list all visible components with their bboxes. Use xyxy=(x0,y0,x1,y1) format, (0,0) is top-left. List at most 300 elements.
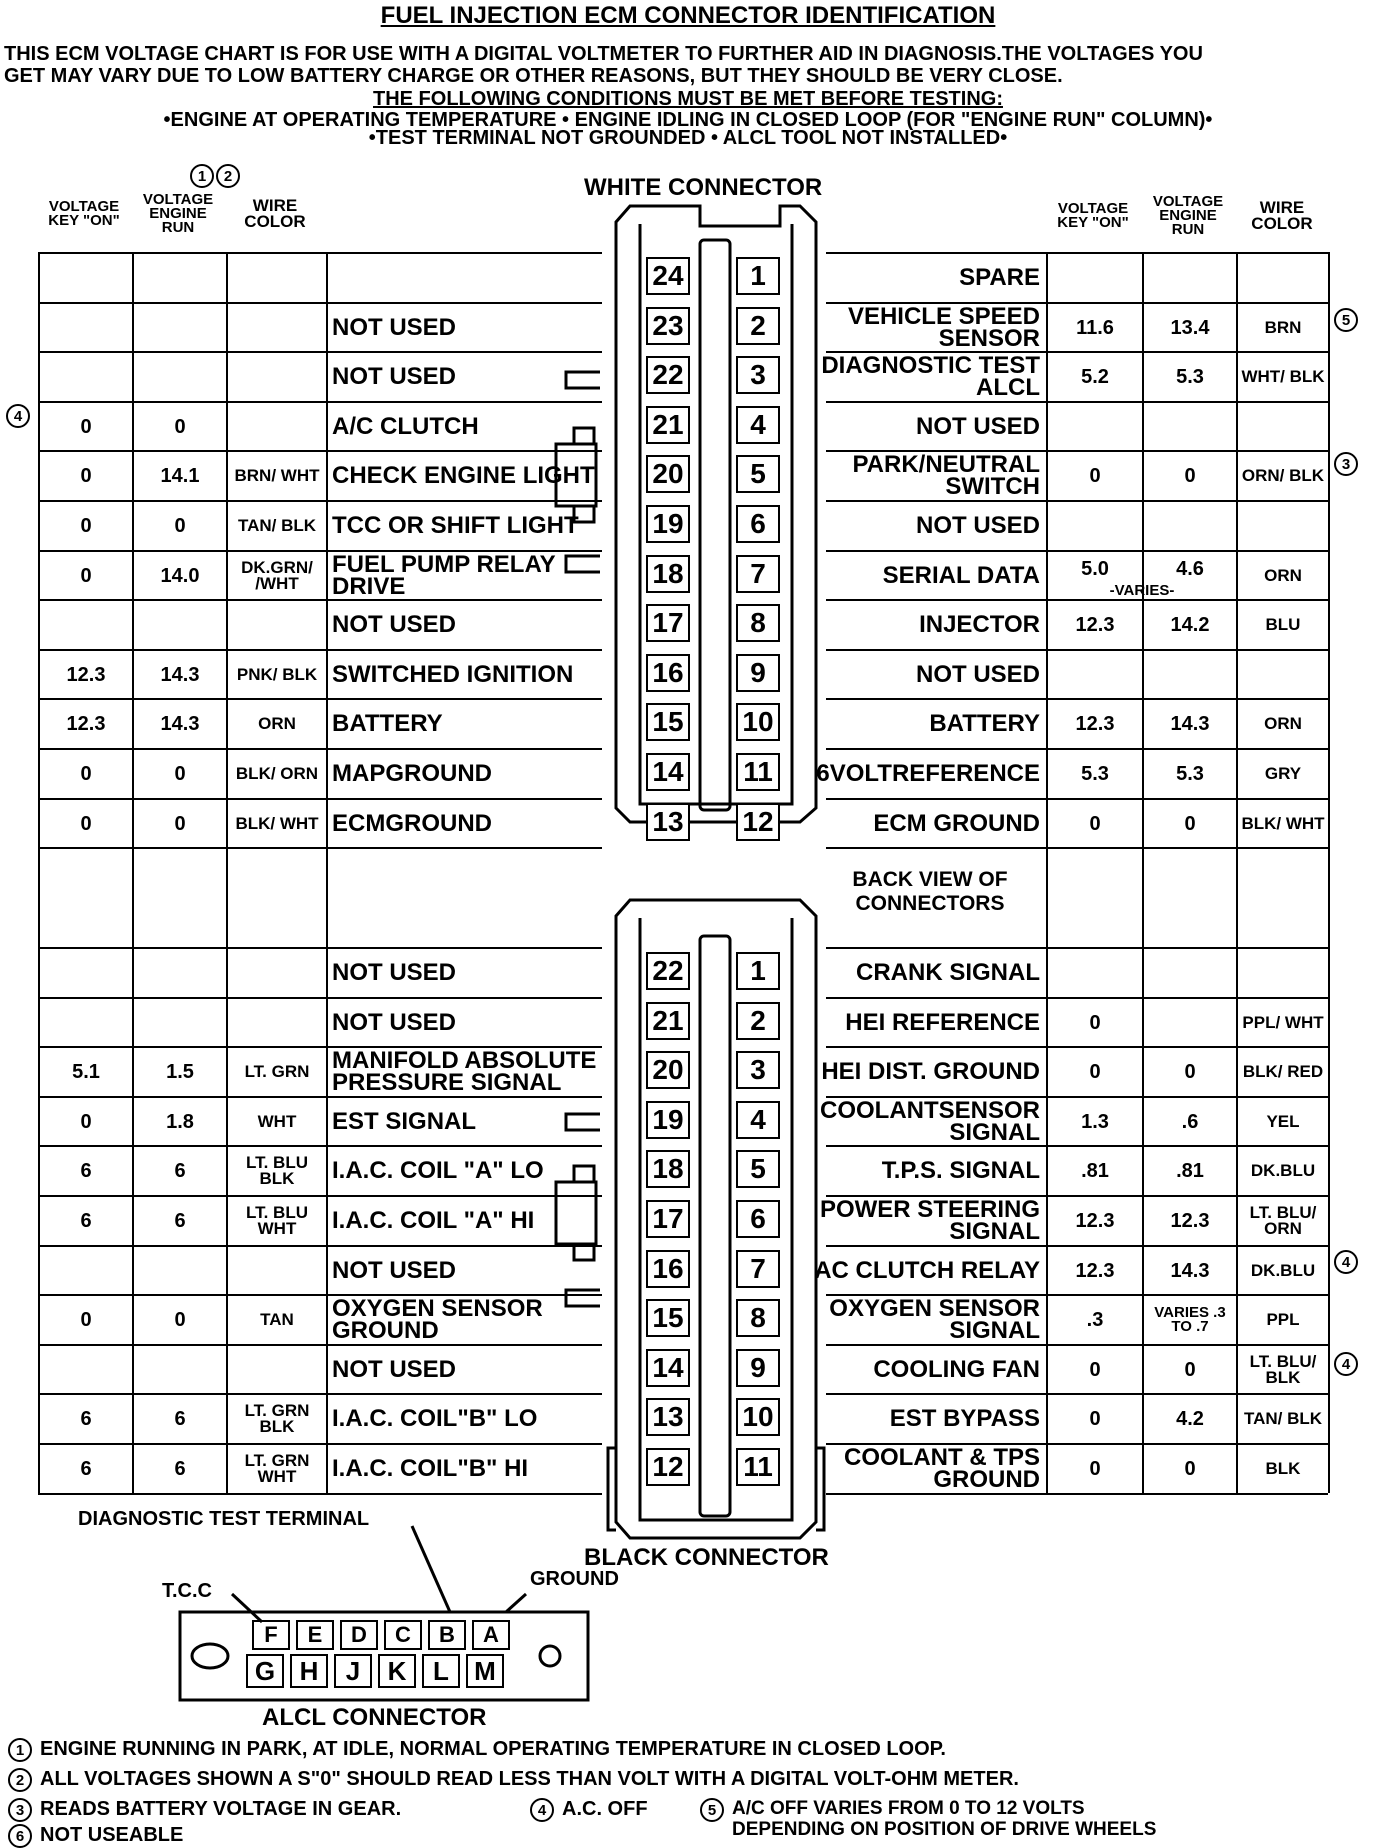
right-run-value: 0 xyxy=(1184,1457,1196,1480)
pin-number: 10 xyxy=(736,703,780,741)
left-wire-color: LT. GRN WHT xyxy=(244,1450,310,1486)
right-key-value: .81 xyxy=(1081,1159,1109,1182)
left-pin-label: NOT USED xyxy=(332,1256,457,1284)
pin-number: 18 xyxy=(646,1150,690,1188)
right-wire-color: TAN/ BLK xyxy=(1243,1408,1323,1428)
left-key-value xyxy=(40,1247,132,1294)
left-key-value: 0 xyxy=(80,514,92,537)
table-rule xyxy=(1046,1493,1328,1495)
pin-number: 13 xyxy=(646,803,690,841)
right-wire-color: BLK xyxy=(1265,1458,1301,1478)
right-run-value: 14.2 xyxy=(1170,613,1210,636)
pin-number: 8 xyxy=(736,1299,780,1337)
right-run-value: 0 xyxy=(1184,1358,1196,1381)
left-pin-label: NOT USED xyxy=(332,610,457,638)
right-run-value: 13.4 xyxy=(1170,316,1210,339)
left-pin-label: NOT USED xyxy=(332,362,457,390)
right-key-value: 0 xyxy=(1089,1407,1101,1430)
table-rule xyxy=(38,1493,326,1495)
left-wire-color xyxy=(228,403,326,450)
alcl-pin: K xyxy=(378,1654,416,1688)
note-1: ENGINE RUNNING IN PARK, AT IDLE, NORMAL OPERATING TEMPERATURE IN CLOSED LOOP. xyxy=(40,1738,946,1760)
pin-number: 2 xyxy=(736,307,780,345)
pin-number: 9 xyxy=(736,1349,780,1387)
right-key-value: 12.3 xyxy=(1075,613,1115,636)
pin-number: 14 xyxy=(646,1349,690,1387)
table-rule xyxy=(326,847,328,947)
left-run-value: 0 xyxy=(174,812,186,835)
table-rule xyxy=(1046,847,1048,947)
conditions-heading: THE FOLLOWING CONDITIONS MUST BE MET BEFORE TESTING: xyxy=(373,88,1003,110)
pin-number: 22 xyxy=(646,952,690,990)
pin-number: 13 xyxy=(646,1398,690,1436)
right-key-value: 1.3 xyxy=(1081,1110,1109,1133)
table-rule xyxy=(1328,847,1330,947)
left-key-value: 0 xyxy=(80,564,92,587)
pin-number: 3 xyxy=(736,1051,780,1089)
left-wire-color xyxy=(228,601,326,648)
left-wire-color: LT. GRN xyxy=(244,1061,310,1081)
left-run-value: 0 xyxy=(174,762,186,785)
pin-number: 4 xyxy=(736,406,780,444)
left-key-value: 12.3 xyxy=(66,712,106,735)
right-wire-color xyxy=(1238,403,1328,450)
pin-number: 1 xyxy=(736,257,780,295)
left-key-value: 6 xyxy=(80,1407,92,1430)
right-run-value: 0 xyxy=(1184,1060,1196,1083)
note-6-marker: 6 xyxy=(8,1824,32,1848)
right-pin-label: PARK/NEUTRAL SWITCH xyxy=(852,450,1040,500)
left-run-value xyxy=(134,601,226,648)
left-run-value: 6 xyxy=(174,1159,186,1182)
right-pin-label: T.P.S. SIGNAL xyxy=(881,1156,1040,1184)
pin-number: 15 xyxy=(646,703,690,741)
left-pin-label: NOT USED xyxy=(332,958,457,986)
left-key-value xyxy=(40,353,132,400)
pin-number: 14 xyxy=(646,753,690,791)
left-pin-label: FUEL PUMP RELAY DRIVE xyxy=(332,550,556,600)
left-pin-label: NOT USED xyxy=(332,1008,457,1036)
left-wire-color: LT. GRN BLK xyxy=(244,1400,310,1436)
right-key-value xyxy=(1048,949,1142,996)
left-key-value: 0 xyxy=(80,762,92,785)
left-key-value: 0 xyxy=(80,415,92,438)
left-pin-label: NOT USED xyxy=(332,313,457,341)
note-3: READS BATTERY VOLTAGE IN GEAR. xyxy=(40,1798,402,1820)
left-pin-label: CHECK ENGINE LIGHT xyxy=(332,461,595,489)
table-rule xyxy=(38,847,40,947)
left-run-value: 14.0 xyxy=(160,564,200,587)
right-wire-color: ORN/ BLK xyxy=(1241,465,1325,485)
pin-number: 12 xyxy=(646,1448,690,1486)
pin-number: 5 xyxy=(736,1150,780,1188)
table-rule xyxy=(326,1493,602,1495)
left-pin-label: MANIFOLD ABSOLUTE PRESSURE SIGNAL xyxy=(332,1046,597,1096)
alcl-pin: F xyxy=(252,1620,290,1650)
left-wire-color: DK.GRN/ /WHT xyxy=(241,557,313,593)
pin-number: 7 xyxy=(736,555,780,593)
table-rule xyxy=(1328,252,1330,847)
right-pin-label: CRANK SIGNAL xyxy=(856,958,1040,986)
left-pin-label: I.A.C. COIL"B" HI xyxy=(332,1454,529,1482)
marker-4-cooling-fan: 4 xyxy=(1334,1352,1358,1376)
intro-line-1: THIS ECM VOLTAGE CHART IS FOR USE WITH A DIGITAL VOLTMETER TO FURTHER AID IN DIAGNOSIS.THE VOLTAGES YOU xyxy=(4,43,1203,65)
right-run-value xyxy=(1144,999,1236,1046)
right-key-value: 0 xyxy=(1089,464,1101,487)
left-wire-color: PNK/ BLK xyxy=(236,664,318,684)
note-4: A.C. OFF xyxy=(562,1798,648,1820)
right-header-wire: WIRE COLOR xyxy=(1251,198,1313,233)
note-6: NOT USEABLE xyxy=(40,1824,184,1846)
pin-number: 11 xyxy=(736,753,780,791)
alcl-pin: E xyxy=(296,1620,334,1650)
left-run-value: 1.5 xyxy=(166,1060,194,1083)
left-pin-label: I.A.C. COIL "A" HI xyxy=(332,1206,535,1234)
right-header-key: VOLTAGE KEY "ON" xyxy=(1057,200,1129,231)
left-wire-color: LT. BLU WHT xyxy=(245,1202,308,1238)
pin-number: 22 xyxy=(646,356,690,394)
right-run-value: 4.2 xyxy=(1176,1407,1204,1430)
pin-number: 17 xyxy=(646,604,690,642)
left-key-value: 5.1 xyxy=(72,1060,100,1083)
note-5-marker: 5 xyxy=(700,1798,724,1822)
left-run-value xyxy=(134,304,226,351)
right-pin-label: 6VOLTREFERENCE xyxy=(816,759,1040,787)
left-run-value xyxy=(134,1346,226,1393)
right-run-value xyxy=(1144,651,1236,698)
left-key-value xyxy=(40,254,132,301)
right-pin-label: COOLING FAN xyxy=(873,1355,1040,1383)
left-run-value xyxy=(134,254,226,301)
white-connector-label: WHITE CONNECTOR xyxy=(584,174,823,201)
right-run-value: 5.3 xyxy=(1176,365,1204,388)
pin-number: 24 xyxy=(646,257,690,295)
alcl-pin: H xyxy=(290,1654,328,1688)
right-key-value: 5.2 xyxy=(1081,365,1109,388)
left-header-wire: WIRE COLOR xyxy=(244,196,306,231)
right-pin-label: NOT USED xyxy=(915,511,1040,539)
pin-number: 21 xyxy=(646,1002,690,1040)
left-key-value xyxy=(40,601,132,648)
left-pin-label: TCC OR SHIFT LIGHT xyxy=(332,511,579,539)
right-wire-color: LT. BLU/ ORN xyxy=(1249,1202,1317,1238)
right-wire-color: DK.BLU xyxy=(1250,1160,1316,1180)
left-run-value xyxy=(134,999,226,1046)
pin-number: 21 xyxy=(646,406,690,444)
right-pin-label: OXYGEN SENSOR SIGNAL xyxy=(829,1294,1040,1344)
left-wire-color xyxy=(228,254,326,301)
marker-4-ac-relay: 4 xyxy=(1334,1250,1358,1274)
right-run-value xyxy=(1144,254,1236,301)
right-wire-color: PPL xyxy=(1266,1309,1300,1329)
left-run-value: 0 xyxy=(174,415,186,438)
alcl-pin: M xyxy=(466,1654,504,1688)
right-key-value: 0 xyxy=(1089,812,1101,835)
right-pin-label: EST BYPASS xyxy=(889,1404,1040,1432)
right-key-value xyxy=(1048,403,1142,450)
right-pin-label: NOT USED xyxy=(915,412,1040,440)
left-pin-label: MAPGROUND xyxy=(332,759,492,787)
pin-number: 16 xyxy=(646,654,690,692)
right-run-value: 5.3 xyxy=(1176,762,1204,785)
right-run-value: 4.6 xyxy=(1176,557,1204,580)
left-pin-label: OXYGEN SENSOR GROUND xyxy=(332,1294,543,1344)
left-wire-color xyxy=(228,353,326,400)
right-run-value: 0 xyxy=(1184,812,1196,835)
left-key-value: 0 xyxy=(80,1308,92,1331)
right-wire-color: DK.BLU xyxy=(1250,1260,1316,1280)
pin-number: 12 xyxy=(736,803,780,841)
pin-number: 4 xyxy=(736,1101,780,1139)
left-key-value: 0 xyxy=(80,464,92,487)
left-run-value xyxy=(134,353,226,400)
pin-number: 19 xyxy=(646,505,690,543)
left-run-value: 14.3 xyxy=(160,712,200,735)
intro-line-2: GET MAY VARY DUE TO LOW BATTERY CHARGE OR OTHER REASONS, BUT THEY SHOULD BE VERY CLOSE. xyxy=(4,65,1063,87)
left-key-value: 12.3 xyxy=(66,663,106,686)
right-wire-color: BRN xyxy=(1264,317,1302,337)
pin-number: 20 xyxy=(646,1051,690,1089)
right-key-value: 5.0 xyxy=(1081,557,1109,580)
pin-number: 6 xyxy=(736,505,780,543)
right-pin-label: DIAGNOSTIC TEST ALCL xyxy=(821,351,1040,401)
left-pin-label: SWITCHED IGNITION xyxy=(332,660,574,688)
right-pin-label: SERIAL DATA xyxy=(882,561,1040,589)
alcl-pin: L xyxy=(422,1654,460,1688)
right-run-value xyxy=(1144,502,1236,549)
pin-number: 18 xyxy=(646,555,690,593)
marker-3-park-neutral: 3 xyxy=(1334,452,1358,476)
note-2-marker: 2 xyxy=(8,1768,32,1792)
pin-number: 8 xyxy=(736,604,780,642)
right-run-value xyxy=(1144,403,1236,450)
tcc-label: T.C.C xyxy=(162,1580,212,1602)
right-key-value: 0 xyxy=(1089,1358,1101,1381)
right-key-value: 0 xyxy=(1089,1457,1101,1480)
diag-terminal-label: DIAGNOSTIC TEST TERMINAL xyxy=(78,1508,370,1530)
alcl-pin: C xyxy=(384,1620,422,1650)
right-wire-color: BLU xyxy=(1265,614,1301,634)
right-wire-color: BLK/ WHT xyxy=(1241,813,1325,833)
left-run-value: 6 xyxy=(174,1209,186,1232)
pin-number: 16 xyxy=(646,1250,690,1288)
marker-5-vss: 5 xyxy=(1334,308,1358,332)
left-key-value: 0 xyxy=(80,812,92,835)
marker-1: 1 xyxy=(190,164,214,188)
pin-number: 3 xyxy=(736,356,780,394)
left-wire-color xyxy=(228,1346,326,1393)
left-key-value: 6 xyxy=(80,1159,92,1182)
table-rule xyxy=(1328,947,1330,1493)
table-rule xyxy=(1142,847,1144,947)
table-rule xyxy=(326,252,328,847)
pin-number: 17 xyxy=(646,1200,690,1238)
note-4-marker: 4 xyxy=(530,1798,554,1822)
right-key-value xyxy=(1048,254,1142,301)
right-pin-label: ECM GROUND xyxy=(873,809,1040,837)
black-connector-label: BLACK CONNECTOR xyxy=(584,1544,829,1571)
table-rule xyxy=(826,847,1046,849)
pin-number: 7 xyxy=(736,1250,780,1288)
varies-note: -VARIES- xyxy=(1109,582,1175,599)
left-wire-color: BLK/ ORN xyxy=(235,763,319,783)
right-pin-label: INJECTOR xyxy=(919,610,1040,638)
note-2: ALL VOLTAGES SHOWN A S"0" SHOULD READ LESS THAN VOLT WITH A DIGITAL VOLT-OHM METER. xyxy=(40,1768,1019,1790)
left-header-key: VOLTAGE KEY "ON" xyxy=(48,198,120,229)
right-wire-color: YEL xyxy=(1266,1111,1300,1131)
pin-number: 11 xyxy=(736,1448,780,1486)
right-run-value: 0 xyxy=(1184,464,1196,487)
alcl-connector-label: ALCL CONNECTOR xyxy=(262,1704,487,1731)
table-rule xyxy=(326,847,602,849)
alcl-pin: D xyxy=(340,1620,378,1650)
left-run-value: 6 xyxy=(174,1457,186,1480)
left-run-value: 0 xyxy=(174,1308,186,1331)
right-pin-label: NOT USED xyxy=(915,660,1040,688)
left-key-value xyxy=(40,949,132,996)
right-wire-color: BLK/ RED xyxy=(1242,1061,1324,1081)
left-key-value: 6 xyxy=(80,1457,92,1480)
right-wire-color: ORN xyxy=(1264,565,1302,585)
conditions-line-1: •ENGINE AT OPERATING TEMPERATURE • ENGINE IDLING IN CLOSED LOOP (FOR "ENGINE RUN" COLUMN)• xyxy=(163,109,1213,131)
right-header-run: VOLTAGE ENGINE RUN xyxy=(1152,193,1224,238)
right-run-value: .81 xyxy=(1176,1159,1204,1182)
alcl-pin: B xyxy=(428,1620,466,1650)
right-key-value xyxy=(1048,502,1142,549)
left-pin-label: BATTERY xyxy=(332,709,443,737)
right-wire-color: GRY xyxy=(1264,763,1302,783)
left-wire-color: LT. BLU BLK xyxy=(245,1152,308,1188)
left-run-value: 14.3 xyxy=(160,663,200,686)
left-key-value xyxy=(40,999,132,1046)
right-wire-color xyxy=(1238,254,1328,301)
left-wire-color xyxy=(228,304,326,351)
alcl-pin: G xyxy=(246,1654,284,1688)
table-rule xyxy=(826,1493,1046,1495)
right-key-value: 12.3 xyxy=(1075,1259,1115,1282)
left-pin-label: NOT USED xyxy=(332,1355,457,1383)
left-run-value: 0 xyxy=(174,514,186,537)
left-run-value xyxy=(134,949,226,996)
table-rule xyxy=(132,847,134,947)
right-wire-color: ORN xyxy=(1264,713,1302,733)
right-pin-label: SPARE xyxy=(959,263,1040,291)
pin-number: 9 xyxy=(736,654,780,692)
left-wire-color: BLK/ WHT xyxy=(235,813,319,833)
left-pin-label xyxy=(332,254,604,301)
note-3-marker: 3 xyxy=(8,1798,32,1822)
left-wire-color xyxy=(228,949,326,996)
right-key-value xyxy=(1048,651,1142,698)
pin-number: 2 xyxy=(736,1002,780,1040)
left-wire-color xyxy=(228,999,326,1046)
right-run-value xyxy=(1144,949,1236,996)
left-wire-color xyxy=(228,1247,326,1294)
right-run-value: 14.3 xyxy=(1170,712,1210,735)
alcl-pin: J xyxy=(334,1654,372,1688)
page-title: FUEL INJECTION ECM CONNECTOR IDENTIFICATION xyxy=(380,2,996,29)
left-pin-label: A/C CLUTCH xyxy=(332,412,479,440)
back-view-label: BACK VIEW OF CONNECTORS xyxy=(852,868,1008,915)
right-pin-label: AC CLUTCH RELAY xyxy=(814,1256,1040,1284)
left-run-value xyxy=(134,1247,226,1294)
right-key-value: 0 xyxy=(1089,1060,1101,1083)
table-rule xyxy=(38,847,326,849)
pin-number: 5 xyxy=(736,455,780,493)
pin-number: 19 xyxy=(646,1101,690,1139)
right-run-value: 12.3 xyxy=(1170,1209,1210,1232)
note-5: A/C OFF VARIES FROM 0 TO 12 VOLTS DEPENDING ON POSITION OF DRIVE WHEELS xyxy=(732,1798,1157,1840)
right-wire-color xyxy=(1238,651,1328,698)
left-wire-color: WHT xyxy=(257,1111,297,1131)
left-key-value: 0 xyxy=(80,1110,92,1133)
right-pin-label: COOLANTSENSOR SIGNAL xyxy=(819,1096,1040,1146)
left-wire-color: BRN/ WHT xyxy=(234,465,320,485)
right-pin-label: COOLANT & TPS GROUND xyxy=(844,1443,1040,1493)
right-key-value: 11.6 xyxy=(1076,316,1114,339)
pin-number: 23 xyxy=(646,307,690,345)
left-run-value: 14.1 xyxy=(160,464,200,487)
alcl-pin: A xyxy=(472,1620,510,1650)
left-pin-label: ECMGROUND xyxy=(332,809,492,837)
right-key-value: 12.3 xyxy=(1075,1209,1115,1232)
left-run-value: 1.8 xyxy=(166,1110,194,1133)
right-key-value: 12.3 xyxy=(1075,712,1115,735)
pin-number: 15 xyxy=(646,1299,690,1337)
left-wire-color: ORN xyxy=(258,713,296,733)
table-rule xyxy=(1046,847,1328,849)
right-wire-color: PPL/ WHT xyxy=(1242,1012,1324,1032)
left-key-value xyxy=(40,304,132,351)
conditions-line-2: •TEST TERMINAL NOT GROUNDED • ALCL TOOL NOT INSTALLED• xyxy=(368,127,1008,149)
right-pin-label: HEI REFERENCE xyxy=(845,1008,1040,1036)
right-run-value: 14.3 xyxy=(1170,1259,1210,1282)
right-key-value: 5.3 xyxy=(1081,762,1109,785)
note-1-marker: 1 xyxy=(8,1738,32,1762)
right-run-value: .6 xyxy=(1181,1110,1199,1133)
right-wire-color xyxy=(1238,502,1328,549)
right-wire-color: LT. BLU/ BLK xyxy=(1249,1351,1317,1387)
right-key-value: 0 xyxy=(1089,1011,1101,1034)
marker-2: 2 xyxy=(216,164,240,188)
left-key-value: 6 xyxy=(80,1209,92,1232)
right-pin-label: VEHICLE SPEED SENSOR xyxy=(847,302,1040,352)
right-pin-label: BATTERY xyxy=(929,709,1040,737)
pin-number: 1 xyxy=(736,952,780,990)
left-pin-label: I.A.C. COIL "A" LO xyxy=(332,1156,544,1184)
table-rule xyxy=(226,847,228,947)
pin-number: 6 xyxy=(736,1200,780,1238)
pin-number: 20 xyxy=(646,455,690,493)
left-run-value: 6 xyxy=(174,1407,186,1430)
marker-4-ac-clutch: 4 xyxy=(6,404,30,428)
left-pin-label: EST SIGNAL xyxy=(332,1107,477,1135)
right-key-value: .3 xyxy=(1086,1308,1104,1331)
ground-label: GROUND xyxy=(530,1568,619,1590)
left-pin-label: I.A.C. COIL"B" LO xyxy=(332,1404,538,1432)
pin-number: 10 xyxy=(736,1398,780,1436)
table-rule xyxy=(326,947,328,1493)
right-wire-color xyxy=(1238,949,1328,996)
left-wire-color: TAN xyxy=(260,1309,294,1329)
right-pin-label: HEI DIST. GROUND xyxy=(821,1057,1040,1085)
right-pin-label: POWER STEERING SIGNAL xyxy=(819,1195,1040,1245)
left-key-value xyxy=(40,1346,132,1393)
left-wire-color: TAN/ BLK xyxy=(237,515,317,535)
right-run-value: VARIES .3 TO .7 xyxy=(1154,1303,1226,1335)
left-header-run: VOLTAGE ENGINE RUN xyxy=(142,191,214,236)
right-wire-color: WHT/ BLK xyxy=(1241,366,1325,386)
